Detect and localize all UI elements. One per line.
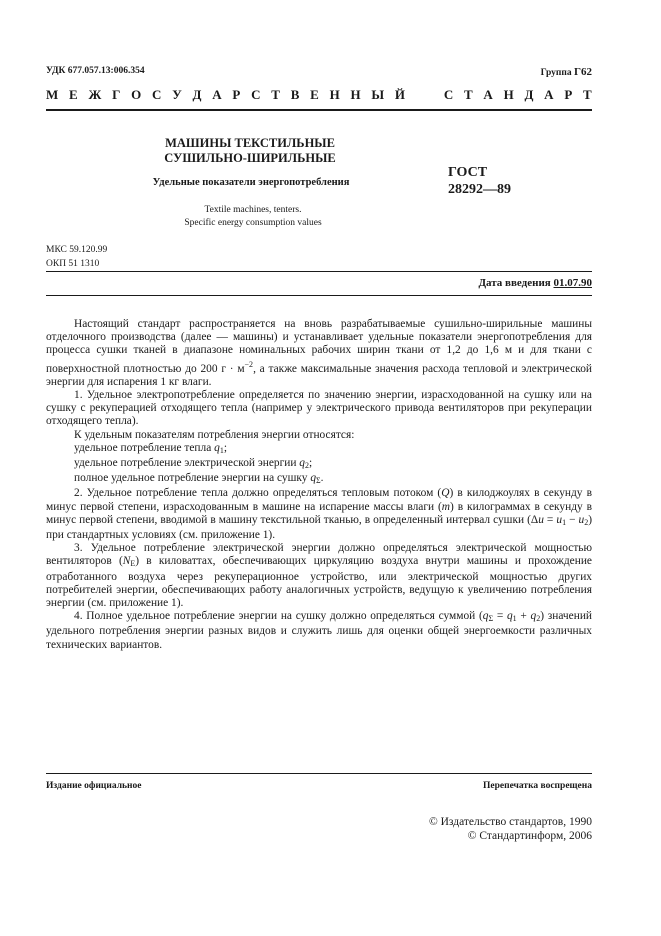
heading-letter: Т <box>463 87 473 102</box>
gost-block <box>448 164 511 198</box>
english-title-line-2: Specific energy consumption values <box>184 218 322 228</box>
paragraph-2: К удельным показателям потребления энергии относятся: <box>74 428 355 441</box>
heading-letter: Р <box>564 87 573 102</box>
heading-letter: А <box>483 87 493 102</box>
intro-rule <box>46 295 592 296</box>
heading-letter: Д <box>192 87 202 102</box>
mezhgos-standard-heading <box>46 87 592 103</box>
mks-code: МКС 59.120.99 <box>46 245 108 255</box>
heading-letter: С <box>251 87 261 102</box>
group-value: Г62 <box>574 66 592 78</box>
heading-letter: Н <box>503 87 514 102</box>
heading-letter: Г <box>112 87 121 102</box>
heading-letter: М <box>46 87 59 102</box>
heading-letter: А <box>544 87 554 102</box>
heading-letter: Ы <box>371 87 385 102</box>
paragraph-3: 2. Удельное потребление тепла должно определяться тепловым потоком (Q) в килоджоулях в секунду в минус первой степени, израсходованным в машине на испарение массы влаги (m) в килограммах в секунду в минус первой степени, вводимой в машину текстильной тканью, в определенный интервал сушки $(\Delta u = u_1 - u_2)$ при стандартных условиях (см. приложение 1). <box>46 487 592 542</box>
udk-code: УДК 677.057.13:006.354 <box>46 66 145 76</box>
intro-date-value: 01.07.90 <box>553 277 592 289</box>
heading-letter: В <box>290 87 300 102</box>
heading-letter: Т <box>583 87 592 102</box>
group-label: Группа <box>540 68 572 78</box>
okp-code: ОКП 51 1310 <box>46 259 100 269</box>
heading-letter: Н <box>350 87 361 102</box>
heading-letter: О <box>131 87 142 102</box>
gost-number: 28292—89 <box>448 182 511 197</box>
title-line-1: МАШИНЫ ТЕКСТИЛЬНЫЕ <box>165 136 335 150</box>
english-title-line-1: Textile machines, tenters. <box>204 205 302 215</box>
intro-date <box>478 277 592 289</box>
list-item-3: полное удельное потребление энергии на сушку $q_\Sigma$. <box>74 472 324 486</box>
heading-letter: А <box>212 87 222 102</box>
list-item-2: удельное потребление электрической энергии $q_2$; <box>74 457 313 471</box>
copyright-block <box>429 815 592 843</box>
title-block <box>150 136 350 166</box>
group-code <box>541 66 592 78</box>
copyright-2006: © Стандартинформ, 2006 <box>467 830 592 842</box>
heading-letter: Е <box>69 87 78 102</box>
reprint-prohibited: Перепечатка воспрещена <box>482 781 592 791</box>
heading-letter: С <box>152 87 162 102</box>
heading-letter <box>430 87 433 103</box>
paragraph-5: 4. Полное удельное потребление энергии на сушку должно определяться суммой $(q_\Sigma = q_1 + q_2)$ значений удельного потребления энергии разных видов и служить лишь для оценки общей энергоемкости различных технических вариантов. <box>46 610 593 651</box>
official-edition: Издание официальное <box>46 781 142 791</box>
footer-rule <box>46 773 592 774</box>
copyright-1990: © Издательство стандартов, 1990 <box>428 816 592 828</box>
classification-codes <box>46 243 107 271</box>
heading-letter: Т <box>271 87 280 102</box>
heading-letter: Й <box>394 87 406 102</box>
english-title <box>163 204 343 230</box>
paragraph-intro: Настоящий стандарт распространяется на вновь разрабатываемые сушильно-ширильные машины отделочного производства (далее — машины) и устанавливает удельные показатели энергопотребления для процесса сушки тканей в диапазоне номинальных рабочих ширин ткани от 1,2 до 1,6 м и для ткани с поверхностной плотностью до 200 $г \cdot м^{-2}$, а также максимальные значения расхода тепловой и электрической энергии для испарения 1 кг влаги. <box>46 318 592 388</box>
heading-letter: Н <box>329 87 340 102</box>
heading-letter: Р <box>232 87 241 102</box>
gost-label: ГОСТ <box>448 165 488 180</box>
heading-letter: Ж <box>88 87 102 102</box>
body-text <box>46 318 592 652</box>
intro-date-label: Дата введения <box>478 277 551 289</box>
codes-rule <box>46 271 592 272</box>
heading-letter: У <box>172 87 182 102</box>
heading-letter: С <box>443 87 454 102</box>
title-line-2: СУШИЛЬНО-ШИРИЛЬНЫЕ <box>164 151 336 165</box>
list-item-1: удельное потребление тепла $q_1$; <box>74 441 227 455</box>
paragraph-1: 1. Удельное электропотребление определяется по значению энергии, израсходованной на сушку или на сушку с рекуперацией отходящего тепла (например у электрического привода вентиляторов при рекуперации отходящего тепла). <box>46 389 592 428</box>
header-rule <box>46 109 592 111</box>
heading-letter <box>416 87 419 103</box>
subtitle: Удельные показатели энергопотребления <box>152 177 350 188</box>
heading-letter: Д <box>524 87 534 102</box>
paragraph-4: 3. Удельное потребление электрической энергии должно определяться электрической мощностью вентиляторов $(N_E)$ в киловаттах, обеспечивающих циркуляцию воздуха внутри машины и прохождение отработанного воздуха через рекуперационное устройство, или электрической мощностью других потребителей энергии, обеспечивающих работу аналогичных устройств, ведущую к увеличению потребления энергии (см. приложение 1). <box>46 542 592 610</box>
heading-letter: Е <box>310 87 319 102</box>
